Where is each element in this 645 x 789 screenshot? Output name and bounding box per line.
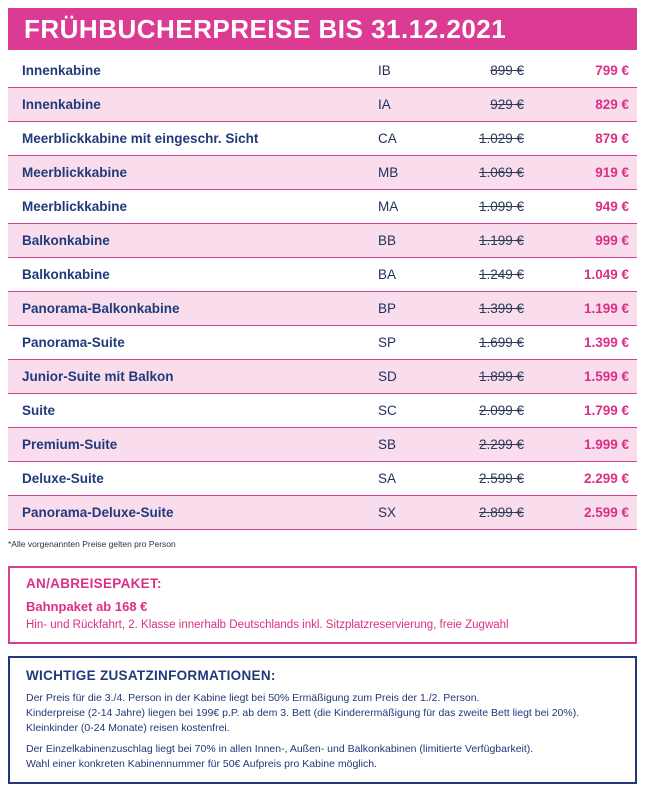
table-row [8,258,637,292]
table-row [8,292,637,326]
cabin-name: Deluxe-Suite [22,471,104,486]
old-price: 2.899 € [478,505,524,520]
table-row [8,190,637,224]
old-price: 1.069 € [478,165,524,180]
cabin-name: Panorama-Deluxe-Suite [22,505,174,520]
old-price: 899 € [490,63,524,78]
old-price: 1.249 € [478,267,524,282]
table-row [8,496,637,530]
old-price: 1.029 € [478,131,524,146]
travel-package-box [8,566,637,644]
new-price: 799 € [595,63,629,78]
cabin-name: Innenkabine [22,63,101,78]
cabin-code: IA [378,97,391,112]
cabin-name: Panorama-Balkonkabine [22,301,180,316]
old-price: 2.299 € [478,437,524,452]
old-price: 1.399 € [478,301,524,316]
new-price: 879 € [595,131,629,146]
new-price: 1.799 € [583,403,629,418]
new-price: 1.999 € [583,437,629,452]
old-price: 1.099 € [478,199,524,214]
old-price: 1.199 € [478,233,524,248]
travel-package-price: Bahnpaket ab 168 € [26,599,148,614]
cabin-code: SP [378,335,397,350]
info-title: WICHTIGE ZUSATZINFORMATIONEN: [26,668,276,683]
cabin-code: SB [378,437,397,452]
cabin-name: Meerblickkabine [22,199,128,214]
table-row [8,326,637,360]
new-price: 1.199 € [583,301,629,316]
info-line: Der Einzelkabinenzuschlag liegt bei 70% in allen Innen-, Außen- und Balkonkabinen (limitierte Verfügbarkeit). [26,743,534,755]
table-row [8,156,637,190]
cabin-code: BA [378,267,397,282]
new-price: 999 € [595,233,629,248]
table-row [8,224,637,258]
price-table [8,54,637,530]
info-box [8,656,637,784]
cabin-name: Innenkabine [22,97,101,112]
cabin-code: BB [378,233,397,248]
cabin-code: SX [378,505,397,520]
cabin-code: SD [378,369,397,384]
cabin-code: BP [378,301,397,316]
cabin-code: SA [378,471,397,486]
cabin-code: CA [378,131,397,146]
travel-package-description: Hin- und Rückfahrt, 2. Klasse innerhalb Deutschlands inkl. Sitzplatzreservierung, freie Zugwahl [26,619,509,631]
cabin-name: Panorama-Suite [22,335,125,350]
footnote: *Alle vorgenannten Preise gelten pro Person [8,539,176,549]
price-header [8,8,637,50]
cabin-code: MA [378,199,399,214]
new-price: 949 € [595,199,629,214]
travel-package-title: AN/ABREISEPAKET: [26,576,162,591]
cabin-name: Balkonkabine [22,267,110,282]
table-row [8,122,637,156]
new-price: 1.049 € [583,267,629,282]
info-line: Wahl einer konkreten Kabinennummer für 50€ Aufpreis pro Kabine möglich. [26,758,377,770]
info-line: Kinderpreise (2-14 Jahre) liegen bei 199€ p.P. ab dem 3. Bett (die Kinderermäßigung für das zweite Bett liegt bei 20%). [26,707,580,719]
info-paragraph-2 [26,742,619,772]
info-line: Kleinkinder (0-24 Monate) reisen kostenfrei. [26,722,230,734]
table-row [8,428,637,462]
cabin-name: Meerblickkabine mit eingeschr. Sicht [22,131,259,146]
header-title: FRÜHBUCHERPREISE BIS 31.12.2021 [24,14,507,44]
new-price: 919 € [595,165,629,180]
old-price: 2.599 € [478,471,524,486]
old-price: 2.099 € [478,403,524,418]
new-price: 1.399 € [583,335,629,350]
cabin-code: IB [378,63,391,78]
table-row [8,394,637,428]
cabin-name: Premium-Suite [22,437,118,452]
info-paragraph-1 [26,691,619,736]
new-price: 2.599 € [583,505,629,520]
new-price: 1.599 € [583,369,629,384]
table-row [8,462,637,496]
table-row [8,360,637,394]
cabin-code: SC [378,403,397,418]
new-price: 2.299 € [583,471,629,486]
cabin-name: Meerblickkabine [22,165,128,180]
table-row [8,54,637,88]
old-price: 929 € [490,97,524,112]
cabin-name: Suite [22,403,56,418]
table-row [8,88,637,122]
info-line: Der Preis für die 3./4. Person in der Kabine liegt bei 50% Ermäßigung zum Preis der 1./2. Person. [26,692,480,704]
new-price: 829 € [595,97,629,112]
old-price: 1.699 € [478,335,524,350]
cabin-name: Junior-Suite mit Balkon [22,369,174,384]
cabin-name: Balkonkabine [22,233,110,248]
old-price: 1.899 € [478,369,524,384]
cabin-code: MB [378,165,399,180]
